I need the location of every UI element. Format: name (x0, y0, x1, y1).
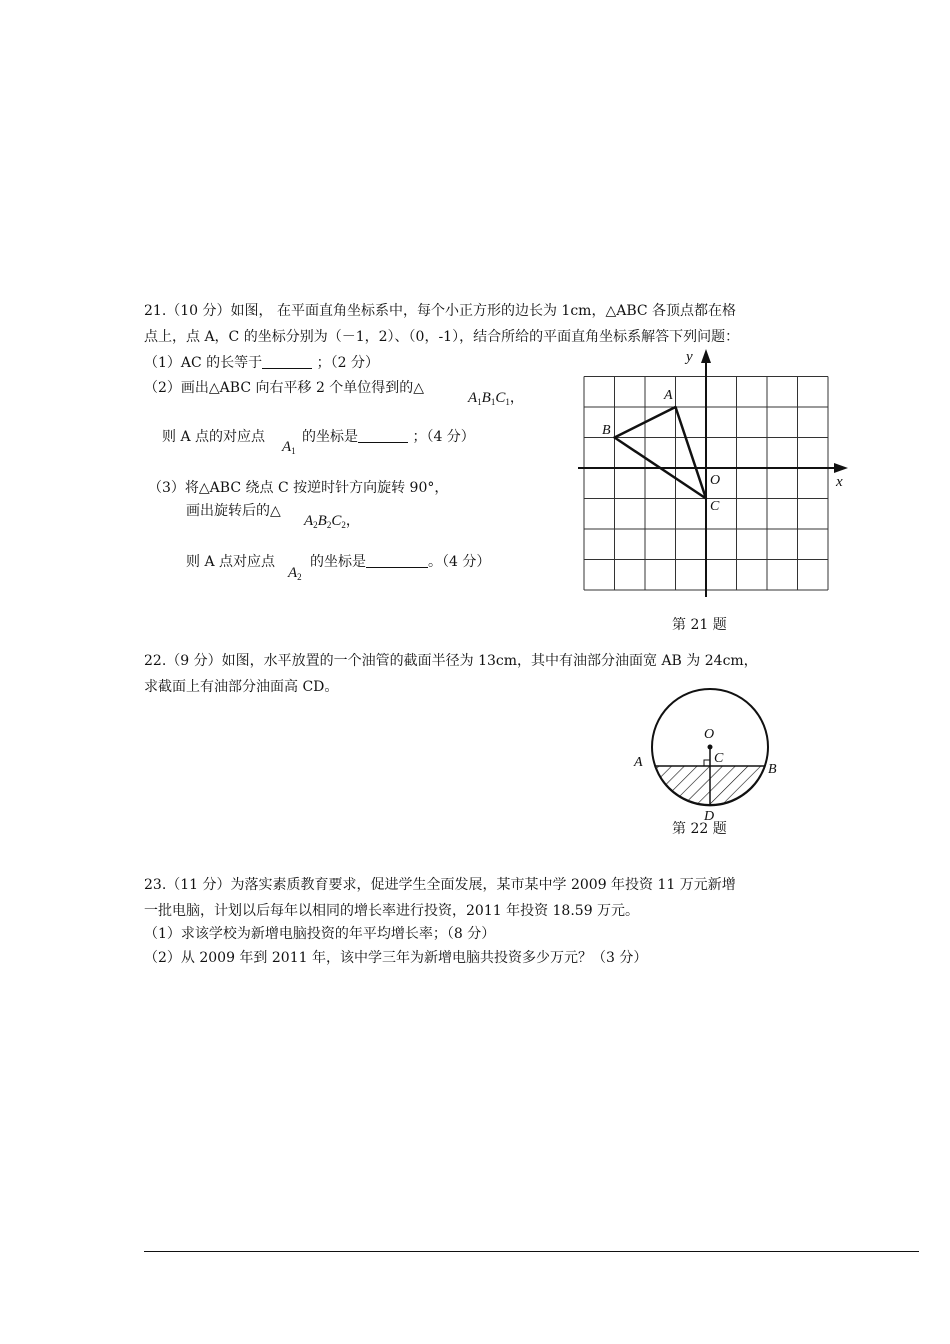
q21-part3c-prefix: 则 A 点对应点 (186, 554, 276, 570)
q21-part3c-point-a2 (288, 563, 302, 587)
x-axis-label: x (836, 474, 843, 490)
q23-line1: 23.（11 分）为落实素质教育要求，促进学生全面发展，某市某中学 2009 年投资 11 万元新增 (144, 877, 736, 893)
q21-part2b-suffix: ；（4 分） (408, 429, 475, 445)
q21-part2-b-sub: 1 (490, 397, 496, 407)
q22-line2: 求截面上有油部分油面高 CD。 (144, 679, 339, 695)
q21-part3b-c-sub: 2 (341, 520, 346, 530)
q21-part2-c-sub: 1 (505, 397, 510, 407)
q21-part2b-mid: 的坐标是 (302, 429, 358, 445)
q21-part2-a: A (468, 390, 478, 406)
q21-part3c-suffix: 。（4 分） (428, 554, 491, 570)
q22-oil-pipe-figure (630, 680, 790, 825)
q23-line2: 一批电脑，计划以后每年以相同的增长率进行投资，2011 年投资 18.59 万元。 (144, 903, 640, 919)
q21-part2-c: C (495, 390, 506, 406)
x-axis-arrow-icon (834, 463, 848, 473)
q21-part3c-a: A (288, 565, 298, 581)
q21-part3b-a-sub: 2 (313, 520, 318, 530)
label-b: B (768, 762, 777, 777)
label-a: A (634, 755, 643, 770)
label-o: O (704, 727, 715, 742)
q23-part2: （2）从 2009 年到 2011 年，该中学三年为新增电脑共投资多少万元？（3 分） (144, 950, 648, 966)
q22-line1: 22.（9 分）如图，水平放置的一个油管的截面半径为 13cm，其中有油部分油面宽 AB 为 24cm， (144, 653, 758, 669)
origin-label: O (710, 473, 721, 488)
y-axis-label: y (686, 349, 693, 365)
q21-part3b-text: 画出旋转后的△ (186, 503, 281, 519)
q21-part1-answer-blank[interactable] (262, 354, 312, 369)
q21-part3b-b: B (317, 513, 327, 529)
point-c-label: C (710, 499, 720, 514)
q21-line2: 点上，点 A，C 的坐标分别为（－1，2）、（0，-1），结合所给的平面直角坐标系解答下列问题： (144, 329, 740, 345)
q21-part2-comma: ， (509, 390, 524, 406)
center-point (708, 745, 713, 750)
q21-part1 (144, 353, 379, 373)
q21-part2-b: B (481, 390, 491, 406)
q21-part3c-rest (310, 552, 490, 572)
q21-part2b-a: A (282, 439, 292, 455)
right-angle-mark (704, 760, 710, 766)
q21-part2b-rest (302, 427, 475, 447)
q21-part3b-a: A (304, 513, 314, 529)
point-b-label: B (602, 423, 611, 438)
x-axis (578, 463, 848, 473)
q21-part3c-mid: 的坐标是 (310, 554, 366, 570)
q21-part1-suffix: ；（2 分） (312, 355, 379, 371)
q21-part2b-point-a1 (282, 437, 296, 461)
q21-part1-prefix: （1）AC 的长等于 (144, 355, 263, 371)
point-a-label: A (664, 388, 673, 403)
q21-part2: （2）画出△ABC 向右平移 2 个单位得到的△ (144, 380, 425, 396)
triangle-abc (615, 407, 707, 499)
q23-part1: （1）求该学校为新增电脑投资的年平均增长率；（8 分） (144, 926, 496, 942)
q21-part3b-triangle-a2b2c2 (304, 511, 360, 535)
q21-part3b-c: C (331, 513, 342, 529)
label-c: C (714, 751, 724, 766)
footer-rule (144, 1251, 919, 1252)
q21-part3c-a-sub: 2 (297, 572, 302, 582)
q21-part3c-answer-blank[interactable] (366, 553, 428, 568)
q21-part3b-comma: ， (345, 513, 360, 529)
q21-part2b-answer-blank[interactable] (358, 428, 408, 443)
q21-part2b-prefix: 则 A 点的对应点 (162, 429, 266, 445)
q21-part2-triangle-a1b1c1 (468, 388, 524, 412)
q21-part2b-a-sub: 1 (291, 446, 296, 456)
q22-figure-caption: 第 22 题 (672, 821, 727, 837)
label-d: D (704, 809, 715, 824)
q21-part3b-b-sub: 2 (326, 520, 332, 530)
q21-line1: 21.（10 分）如图， 在平面直角坐标系中，每个小正方形的边长为 1cm，△ABC 各顶点都在格 (144, 303, 737, 319)
q21-coordinate-grid-figure (570, 345, 860, 610)
q21-figure-caption: 第 21 题 (672, 617, 727, 633)
q21-part2-a-sub: 1 (477, 397, 482, 407)
q21-part3: （3）将△ABC 绕点 C 按逆时针方向旋转 90°， (148, 480, 449, 496)
y-axis-arrow-icon (701, 349, 711, 363)
